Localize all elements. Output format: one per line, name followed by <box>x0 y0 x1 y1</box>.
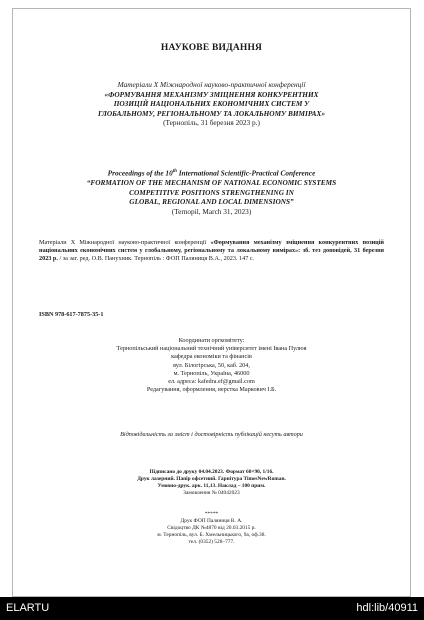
disclaimer: Відповідальність за зміст і достовірність публікацій несуть автори <box>120 431 303 438</box>
handle-identifier[interactable]: hdl:lib/40911 <box>356 602 418 614</box>
contacts-university: Тернопільський національний технічний університет імені Івана Пулюя <box>116 345 307 353</box>
en-line1-sup: th <box>172 169 177 174</box>
en-title-line-2: “FORMATION OF THE MECHANISM OF NATIONAL ECONOMIC SYSTEMS <box>86 178 337 188</box>
citation-part-2: «Формування механізму зміцнення конкурентних позицій національних економічних систем у глобальному, регіональному та локальному вимірах»: зб. тез доповідей, 31 березня 2023 р. <box>39 239 385 263</box>
en-line1-a: Proceedings of the 10 <box>107 168 173 178</box>
contacts-city: м. Тернопіль, Україна, 46000 <box>173 369 250 377</box>
ua-title-line-3: ПОЗИЦІЙ НАЦІОНАЛЬНИХ ЕКОНОМІЧНИХ СИСТЕМ У <box>113 99 310 109</box>
ua-title-line-2: «ФОРМУВАННЯ МЕХАНІЗМУ ЗМІЦНЕННЯ КОНКУРЕНТНИХ <box>104 89 319 99</box>
print-info-line-1: Підписано до друку 04.04.2023. Формат 60×90, 1/16. <box>149 469 274 475</box>
en-line1-b: International Scientific-Practical Conference <box>176 168 316 178</box>
publisher-info <box>13 511 410 546</box>
citation-part-3: / за заг. ред. О.В. Панухник. Тернопіль : ФОП Паляниця В.А., 2023. 147 с. <box>57 255 255 263</box>
en-conference-title <box>13 167 410 216</box>
publisher-line-1: Друк ФОП Паляниця В. А. <box>180 518 243 524</box>
ua-title-line-4: ГЛОБАЛЬНОМУ, РЕГІОНАЛЬНОМУ ТА ЛОКАЛЬНОМУ ВИМІРАХ» <box>97 108 326 118</box>
publisher-line-4: тел. (0352) 528–777. <box>188 539 235 545</box>
organizing-committee-contacts <box>13 337 410 394</box>
publisher-line-3: м. Тернопіль, вул. Б. Хмельницького, 9а, оф.38. <box>157 532 266 538</box>
citation-part-1: Матеріали Х Міжнародної науково-практичної конференції <box>39 239 211 246</box>
contacts-email: ел. адреса: kafedra.ef@gmail.com <box>168 378 255 386</box>
print-info-line-4: Замовлення № 04042023 <box>183 490 240 496</box>
ua-conference-name: Матеріали Х Міжнародної науково-практичної конференції <box>117 80 306 89</box>
print-info <box>13 469 410 497</box>
publisher-stars: ***** <box>204 511 219 517</box>
publisher-line-2: Свідоцтво ДК №4870 від 20.03.2015 р. <box>167 525 256 531</box>
print-info-line-3: Умовно-друк. арк. 11,13. Наклад – 100 прим. <box>157 483 266 489</box>
contacts-title: Координати оргкомітету: <box>178 337 245 344</box>
en-conference-date: (Ternopil, March 31, 2023) <box>171 206 252 216</box>
en-title-line-4: GLOBAL, REGIONAL AND LOCAL DIMENSIONS” <box>129 197 294 207</box>
ua-conference-date: (Тернопіль, 31 березня 2023 р.) <box>163 118 260 128</box>
repository-footer-bar <box>0 597 424 620</box>
contacts-street: вул. Білогірська, 50, каб. 204, <box>173 361 250 369</box>
isbn: ISBN 978-617-7875-35-1 <box>39 311 104 318</box>
ua-conference-title <box>13 80 410 128</box>
print-info-line-2: Друк лазерний. Папір офсетний. Гарнітура TimesNewRoman. <box>137 476 286 482</box>
citation-paragraph <box>39 239 384 264</box>
document-page <box>12 8 411 597</box>
en-title-line-3: COMPETITIVE POSITIONS STRENGTHENING IN <box>129 187 294 197</box>
page-heading: НАУКОВЕ ВИДАННЯ <box>160 43 263 53</box>
contacts-editing: Редагування, оформлення, верстка Маркович І.Б. <box>146 386 277 394</box>
contacts-department: кафедра економіки та фінансів <box>171 353 252 361</box>
repository-name[interactable]: ELARTU <box>6 602 50 614</box>
